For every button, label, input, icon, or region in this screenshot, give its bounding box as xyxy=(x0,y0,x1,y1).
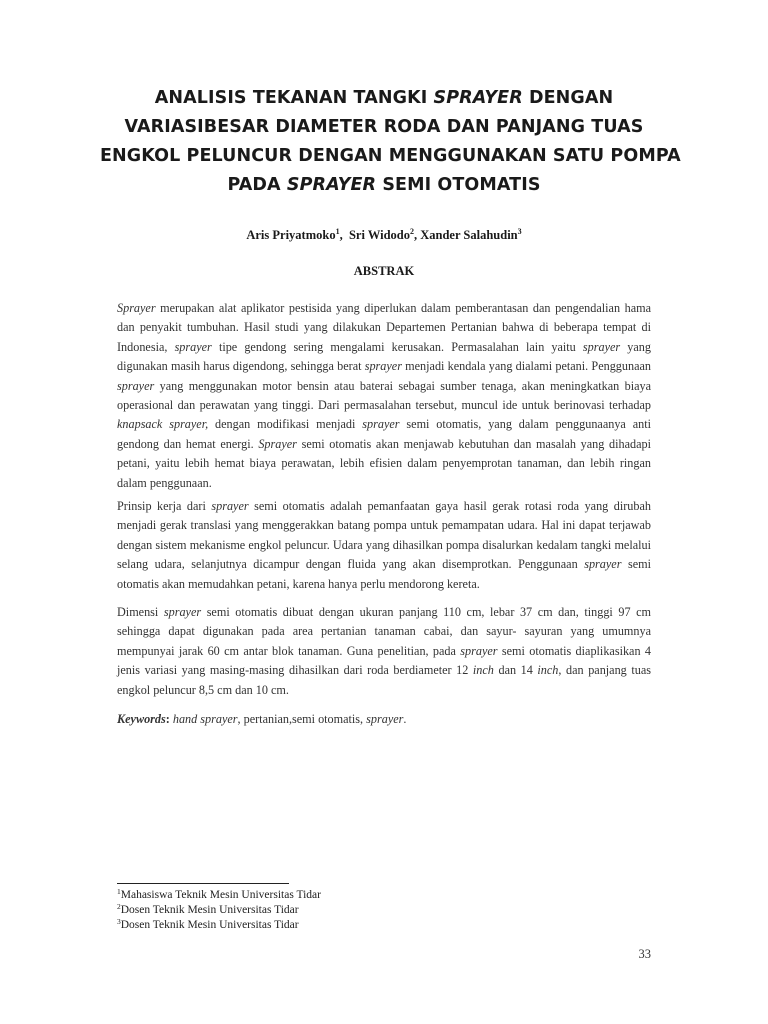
title-text: SEMI OTOMATIS xyxy=(376,175,541,195)
paragraph-text: , dan panjang tuas engkol peluncur 8,5 cm dan 10 cm. xyxy=(117,663,651,697)
emphasized-term: Sprayer xyxy=(117,301,156,315)
emphasized-term: sprayer xyxy=(584,557,622,572)
paragraph-text: Prinsip kerja dari xyxy=(117,499,212,513)
paragraph-text: yang menggunakan motor bensin atau baterai sebagai sumber tenaga, akan meningkatkan biaya operasional dan perawatan yang tinggi. Dari permasalahan tersebut, muncul ide untuk berinovasi terhadap xyxy=(117,378,651,413)
paragraph-text: , pertanian,semi otomatis, xyxy=(237,712,367,726)
title-line-4 xyxy=(100,171,668,200)
emphasized-term: knapsack sprayer, xyxy=(117,417,209,432)
abstract-paragraph xyxy=(117,497,651,594)
footnote-divider xyxy=(117,883,289,884)
emphasized-term: inch xyxy=(537,663,559,678)
title-text: ANALISIS TEKANAN TANGKI xyxy=(154,88,434,108)
abstract-heading: ABSTRAK xyxy=(353,264,415,278)
paragraph-text: semi otomatis akan memudahkan petani, karena hanya perlu mendorong kereta. xyxy=(117,557,651,591)
emphasized-term: sprayer xyxy=(362,417,400,432)
author-separator: , xyxy=(339,228,349,242)
paragraph-text: semi otomatis akan menjawab kebutuhan dan masalah yang dihadapi petani, yaitu lebih hemat biaya perawatan, lebih efisien dalam penyemprotan tanaman, dan lebih ringan dalam penggunaan. xyxy=(117,436,651,490)
footnote-text: Dosen Teknik Mesin Universitas Tidar xyxy=(120,904,299,916)
footnote-text: Mahasiswa Teknik Mesin Universitas Tidar xyxy=(120,889,321,901)
page-number: 33 xyxy=(638,947,651,961)
paragraph-text: semi otomatis adalah pemanfaatan gaya hasil gerak rotasi roda yang dirubah menjadi gerak translasi yang menggerakkan batang pompa untuk pemampatan udara. Hal ini dapat terjawab dengan sistem mekanisme engkol peluncur. Udara yang dihasilkan pompa disalurkan kedalam tangki melalui selang udara, selanjutnya dicampur dengan fluida yang akan disemprotkan. Penggunaan xyxy=(117,499,651,572)
keywords-line xyxy=(117,710,651,729)
emphasized-term: sprayer xyxy=(364,359,402,374)
emphasized-term: sprayer xyxy=(174,339,212,354)
paragraph-text: Dimensi xyxy=(117,605,164,619)
title-line-1 xyxy=(100,84,668,113)
paragraph-text: dan 14 xyxy=(493,663,538,678)
footnote xyxy=(117,918,517,933)
title-text: PADA xyxy=(227,175,287,195)
author-separator: , xyxy=(414,228,421,242)
title-emphasis: SPRAYER xyxy=(433,88,523,108)
emphasized-term: sprayer xyxy=(211,499,249,513)
footnote-marker: 3 xyxy=(117,917,121,926)
paragraph-text: yang digunakan masih harus digendong, sehingga berat xyxy=(117,339,651,374)
author-name: Sri Widodo xyxy=(348,228,410,242)
paragraph-text: dengan modifikasi menjadi xyxy=(208,417,363,432)
emphasized-term: sprayer xyxy=(582,339,621,354)
author-affiliation-marker: 1 xyxy=(335,227,340,236)
emphasized-term: hand sprayer xyxy=(172,712,238,726)
author-name: Xander Salahudin xyxy=(420,228,518,242)
emphasized-term: sprayer xyxy=(460,643,498,658)
keywords-label: Keywords xyxy=(117,712,166,726)
abstract-paragraph xyxy=(117,603,651,700)
title-emphasis: SPRAYER xyxy=(286,175,377,195)
paragraph-text: semi otomatis, yang dalam penggunaanya anti gendong dan hemat energi. xyxy=(117,417,651,451)
emphasized-term: sprayer xyxy=(366,712,404,726)
emphasized-term: sprayer xyxy=(117,378,155,393)
paragraph-text: . xyxy=(403,712,407,726)
paragraph-text: semi otomatis dibuat dengan ukuran panjang 110 cm, lebar 37 cm dan, tinggi 97 cm sehingga dapat digunakan pada area pertanian tanaman cabai, dan sayur- sayuran yang umumnya mempunyai jarak 60 cm antar blok tanaman. Guna penelitian, pada xyxy=(117,605,651,658)
footnote-marker: 2 xyxy=(117,902,121,911)
paragraph-text: merupakan alat aplikator pestisida yang diperlukan dalam pemberantasan dan pengendalian hama dan penyakit tumbuhan. Hasil studi yang dilakukan Departemen Pertanian bahwa di beberapa tempat di Indonesia, xyxy=(117,301,651,354)
author-affiliation-marker: 3 xyxy=(517,227,522,236)
title-text: DENGAN xyxy=(522,88,614,108)
emphasized-term: Sprayer xyxy=(258,436,297,451)
paper-title xyxy=(100,84,681,200)
emphasized-term: inch xyxy=(472,663,494,678)
footnotes xyxy=(117,888,517,933)
author-list xyxy=(100,227,668,243)
keywords-colon: : xyxy=(165,712,173,726)
paragraph-text: tipe gendong sering mengalami kerusakan. Permasalahan lain yaitu xyxy=(211,339,583,354)
footnote xyxy=(117,903,517,918)
abstract-paragraph xyxy=(117,299,651,493)
footnote xyxy=(117,888,517,903)
emphasized-term: sprayer xyxy=(163,605,202,619)
paragraph-text: semi otomatis diaplikasikan 4 jenis variasi yang masing-masing dihasilkan dari roda berdiameter 12 xyxy=(117,643,651,678)
author-name: Aris Priyatmoko xyxy=(246,228,336,242)
author-affiliation-marker: 2 xyxy=(410,227,414,236)
title-line-3: ENGKOL PELUNCUR DENGAN MENGGUNAKAN SATU POMPA xyxy=(100,146,681,166)
keywords-list xyxy=(173,712,407,726)
title-line-2: VARIASIBESAR DIAMETER RODA DAN PANJANG TUAS xyxy=(124,117,644,137)
footnote-marker: 1 xyxy=(117,887,121,896)
paragraph-text: menjadi kendala yang dialami petani. Penggunaan xyxy=(401,359,651,374)
footnote-text: Dosen Teknik Mesin Universitas Tidar xyxy=(120,919,299,931)
